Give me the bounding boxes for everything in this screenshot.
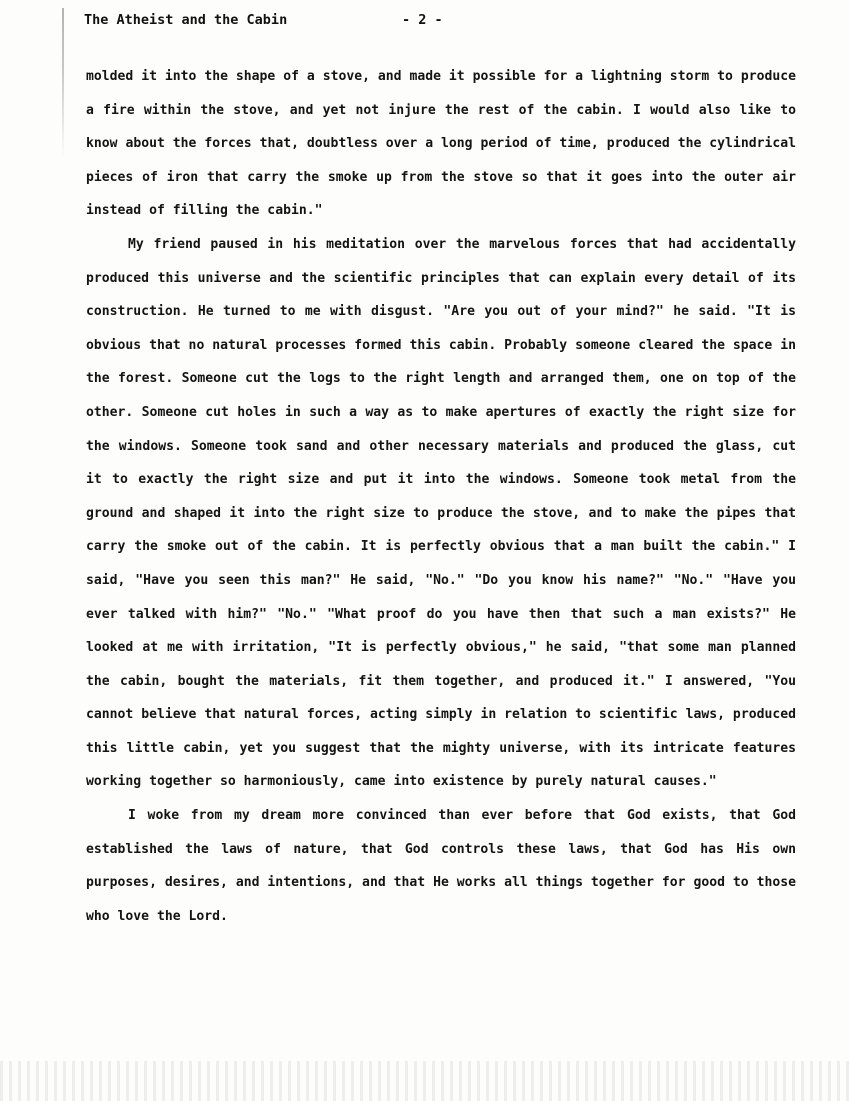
scan-bottom-shadow: [0, 1061, 849, 1101]
page-number: - 2 -: [402, 12, 443, 28]
running-header-title: The Atheist and the Cabin: [84, 12, 288, 28]
scan-margin-mark: [62, 8, 64, 158]
document-body: [86, 60, 796, 933]
paragraph-friend-reply: My friend paused in his meditation over the marvelous forces that had accidentally produced this universe and the scientific principles that can explain every detail of its construction. He turned to me with disgust. "Are you out of your mind?" he said. "It is obvious that no natural processes formed this cabin. Probably someone cleared the space in the forest. Someone cut the logs to the right length and arranged them, one on top of the other. Someone cut holes in such a way as to make apertures of exactly the right size for the windows. Someone took sand and other necessary materials and produced the glass, cut it to exactly the right size and put it into the windows. Someone took metal from the ground and shaped it into the right size to produce the stove, and to make the pipes that carry the smoke out of the cabin. It is perfectly obvious that a man built the cabin." I said, "Have you seen this man?" He said, "No." "Do you know his name?" "No." "Have you ever talked with him?" "No." "What proof do you have then that such a man exists?" He looked at me with irritation, "It is perfectly obvious," he said, "that some man planned the cabin, bought the materials, fit them together, and produced it." I answered, "You cannot believe that natural forces, acting simply in relation to scientific laws, produced this little cabin, yet you suggest that the mighty universe, with its intricate features working together so harmoniously, came into existence by purely natural causes.": [86, 236, 796, 790]
paragraph-conclusion: I woke from my dream more convinced than ever before that God exists, that God established the laws of nature, that God controls these laws, that God has His own purposes, desires, and intentions, and that He works all things together for good to those who love the Lord.: [86, 808, 796, 924]
paragraph-continuation: molded it into the shape of a stove, and made it possible for a lightning storm to produce a fire within the stove, and yet not injure the rest of the cabin. I would also like to know about the forces that, doubtless over a long period of time, produced the cylindrical pieces of iron that carry the smoke up from the stove so that it goes into the outer air instead of filling the cabin.": [86, 69, 796, 219]
